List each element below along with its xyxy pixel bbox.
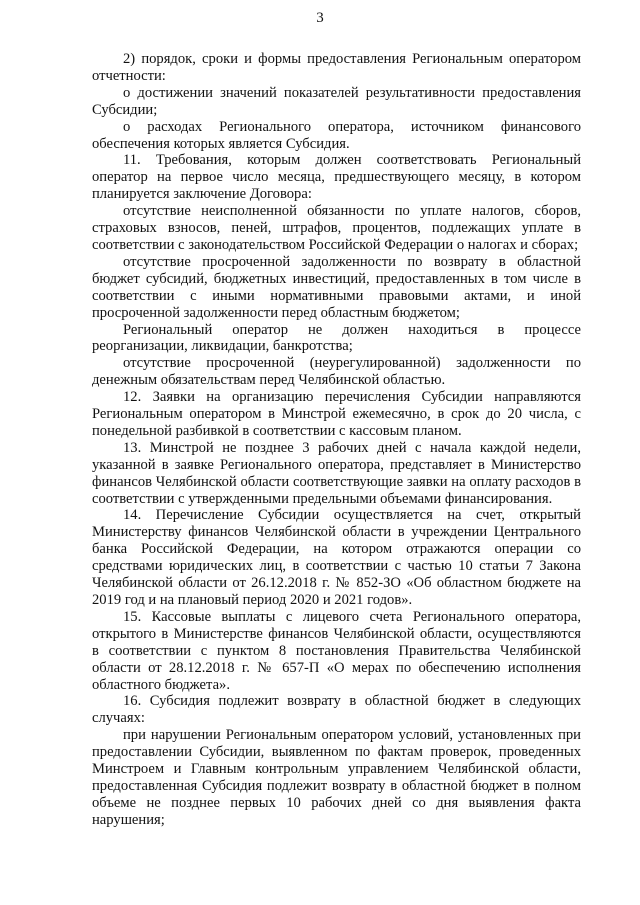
document-body: [92, 51, 581, 829]
paragraph-item-13: 13. Минстрой не позднее 3 рабочих дней с начала каждой недели, указанной в заявке Регионального оператора, представляет в Министерство финансов Челябинской области соответствующие заявки на оплату расходов в соответствии с утвержденными предельными объемами финансирования.: [92, 439, 581, 507]
paragraph-expenses-report: о расходах Регионального оператора, источником финансового обеспечения которых является Субсидия.: [92, 118, 581, 152]
paragraph-item-15: 15. Кассовые выплаты с лицевого счета Регионального оператора, открытого в Министерстве финансов Челябинской области, осуществляются в соответствии с пунктом 8 постановления Правительства Челябинской области от 28.12.2018 г. № 657-П «О мерах по обеспечению исполнения областного бюджета».: [92, 608, 581, 693]
paragraph-item-14: 14. Перечисление Субсидии осуществляется на счет, открытый Министерству финансов Челябинской области в учреждении Центрального банка Российской Федерации, на котором отражаются операции со средствами юридических лиц, в соответствии с частью 10 статьи 7 Закона Челябинской области от 26.12.2018 г. № 852-ЗО «Об областном бюджете на 2019 год и на плановый период 2020 и 2021 годов».: [92, 507, 581, 608]
paragraph-reporting-order: 2) порядок, сроки и формы предоставления Региональным оператором отчетности:: [92, 51, 581, 84]
paragraph-violation-refund: при нарушении Региональным оператором условий, установленных при предоставлении Субсидии, выявленном по фактам проверок, проведенных Минстроем и Главным контрольным управлением Челябинской области, предоставленная Субсидия подлежит возврату в областной бюджет в полном объеме не позднее первых 10 рабочих дней со дня выявления факта нарушения;: [92, 727, 581, 828]
page-number: 3: [316, 10, 324, 26]
paragraph-item-11: 11. Требования, которым должен соответствовать Региональный оператор на первое число месяца, предшествующего месяцу, в котором планируется заключение Договора:: [92, 152, 581, 203]
paragraph-item-16: 16. Субсидия подлежит возврату в областной бюджет в следующих случаях:: [92, 693, 581, 727]
paragraph-item-12: 12. Заявки на организацию перечисления Субсидии направляются Региональным оператором в Минстрой ежемесячно, в срок до 20 числа, с понедельной разбивкой в соответствии с кассовым планом.: [92, 389, 581, 439]
paragraph-no-tax-debt: отсутствие неисполненной обязанности по уплате налогов, сборов, страховых взносов, пеней, штрафов, процентов, подлежащих уплате в соответствии с законодательством Российской Федерации о налогах и сборах;: [92, 203, 581, 253]
paragraph-no-reorganization: Региональный оператор не должен находиться в процессе реорганизации, ликвидации, банкротства;: [92, 321, 581, 355]
paragraph-results-report: о достижении значений показателей результативности предоставления Субсидии;: [92, 84, 581, 118]
paragraph-no-overdue-obligations: отсутствие просроченной (неурегулированной) задолженности по денежным обязательствам перед Челябинской областью.: [92, 355, 581, 389]
paragraph-no-overdue-budget-debt: отсутствие просроченной задолженности по возврату в областной бюджет субсидий, бюджетных инвестиций, предоставленных в том числе в соответствии с иными нормативными правовыми актами, и иной просроченной задолженности перед областным бюджетом;: [92, 253, 581, 321]
